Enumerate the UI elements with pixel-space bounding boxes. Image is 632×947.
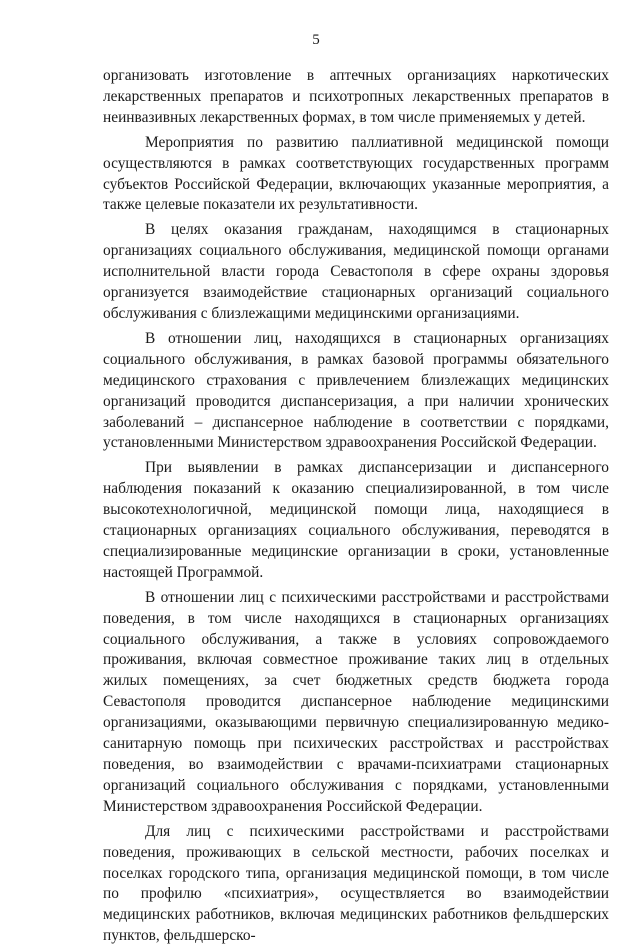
page-number: 5 xyxy=(312,32,320,48)
paragraph-social-organizations: В целях оказания гражданам, находящимся в стационарных организациях социального обслуживания, медицинской помощи органами исполнительной власти города Севастополя в сфере охраны здоровья организуется взаимодействие стационарных организаций социального обслуживания с близлежащими медицинскими организациями. xyxy=(103,221,609,322)
paragraph-rural-residents: Для лиц с психическими расстройствами и расстройствами поведения, проживающих в сельской местности, рабочих поселках и поселках городского типа, организация медицинской помощи, в том числе по профилю «психиатрия», осуществляется во взаимодействии медицинских работников, включая медицинских работников фельдшерских пунктов, фельдшерско- xyxy=(103,822,609,945)
document-body xyxy=(103,66,609,947)
paragraph-specialized-care: При выявлении в рамках диспансеризации и диспансерного наблюдения показаний к оказанию специализированной, в том числе высокотехнологичной, медицинской помощи лица, находящиеся в стационарных организациях социального обслуживания, переводятся в специализированные медицинские организации в сроки, установленные настоящей Программой. xyxy=(103,459,609,581)
paragraph-dispensarization: В отношении лиц, находящихся в стационарных организациях социального обслуживания, в рамках базовой программы обязательного медицинского страхования с привлечением близлежащих медицинских организаций проводится диспансеризация, а при наличии хронических заболеваний – диспансерное наблюдение в соответствии с порядками, установленными Министерством здравоохранения Российской Федерации. xyxy=(103,329,609,452)
paragraph-mental-disorders: В отношении лиц с психическими расстройствами и расстройствами поведения, в том числе находящихся в стационарных организациях социального обслуживания, а также в условиях сопровождаемого проживания, включая совместное проживание таких лиц в отдельных жилых помещениях, за счет бюджетных средств бюджета города Севастополя проводится диспансерное наблюдение медицинскими организациями, оказывающими первичную специализированную медико-санитарную помощь при психических расстройствах и расстройствах поведения, во взаимодействии с врачами-психиатрами стационарных организаций социального обслуживания с порядками, установленными Министерством здравоохранения Российской Федерации. xyxy=(103,588,609,815)
paragraph-continuation: организовать изготовление в аптечных организациях наркотических лекарственных препаратов и психотропных лекарственных препаратов в неинвазивных лекарственных формах, в том числе применяемых у детей. xyxy=(103,67,609,126)
paragraph-palliative-care: Мероприятия по развитию паллиативной медицинской помощи осуществляются в рамках соответствующих государственных программ субъектов Российской Федерации, включающих указанные мероприятия, а также целевые показатели их результативности. xyxy=(103,133,609,214)
